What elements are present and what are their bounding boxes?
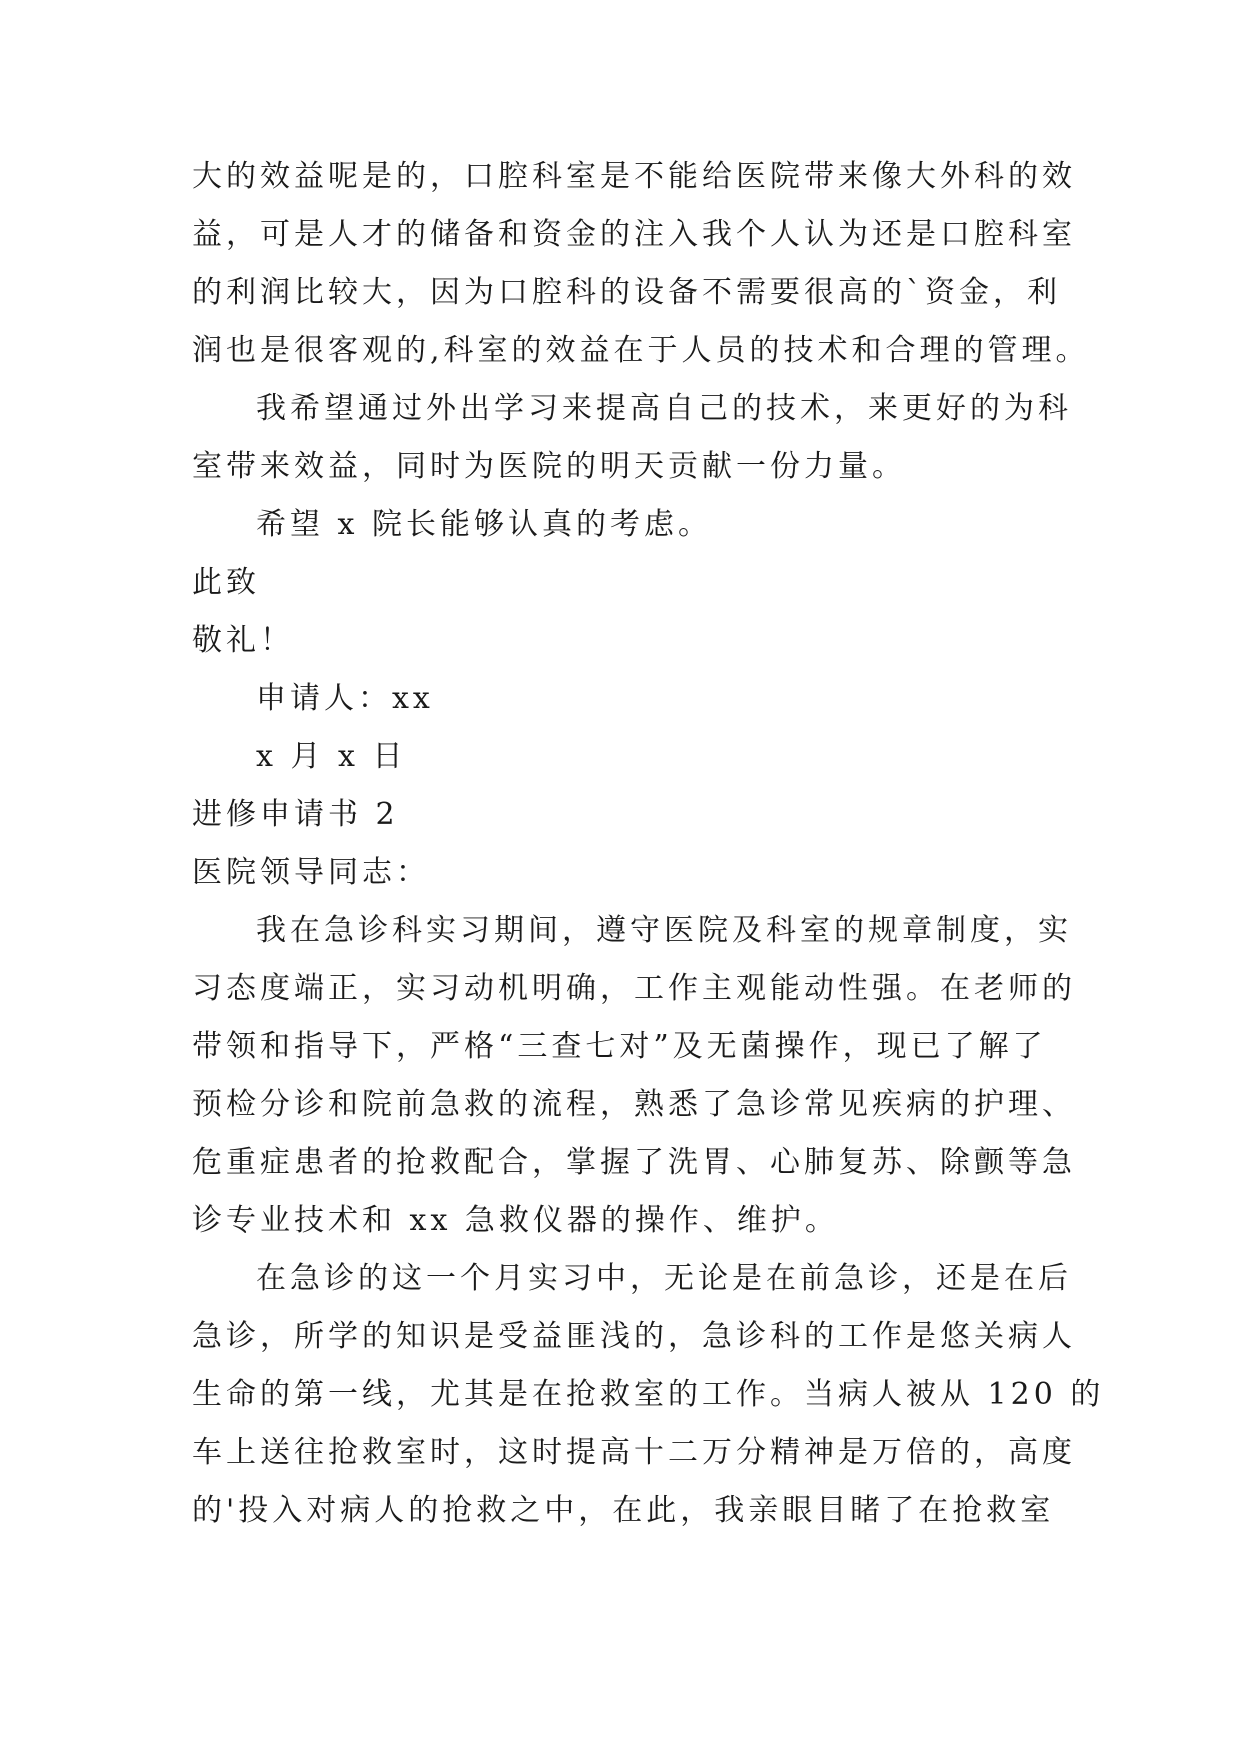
text-line: 在急诊的这一个月实习中，无论是在前急诊，还是在后 [256, 1261, 1072, 1296]
text-line: 带领和指导下，严格“三查七对”及无菌操作，现已了解了 [192, 1029, 1047, 1064]
text-line: 我在急诊科实习期间，遵守医院及科室的规章制度，实 [256, 913, 1072, 948]
text-line: 生命的第一线，尤其是在抢救室的工作。当病人被从 120 的 [192, 1377, 1105, 1412]
closing-respect: 敬礼！ [192, 623, 294, 658]
text-line: 预检分诊和院前急救的流程，熟悉了急诊常见疾病的护理、 [192, 1087, 1076, 1122]
salutation: 医院领导同志： [192, 855, 430, 890]
text-line: 我希望通过外出学习来提高自己的技术，来更好的为科 [256, 391, 1072, 426]
text-line: 的利润比较大，因为口腔科的设备不需要很高的`资金，利 [192, 275, 1061, 310]
section-title: 进修申请书 2 [192, 797, 399, 832]
applicant-signature: 申请人：xx [256, 681, 434, 716]
text-line: 习态度端正，实习动机明确，工作主观能动性强。在老师的 [192, 971, 1076, 1006]
text-line: 润也是很客观的,科室的效益在于人员的技术和合理的管理。 [192, 333, 1090, 368]
text-line: 急诊，所学的知识是受益匪浅的，急诊科的工作是悠关病人 [192, 1319, 1076, 1354]
closing-salutation: 此致 [192, 565, 260, 600]
text-line: 的'投入对病人的抢救之中，在此，我亲眼目睹了在抢救室 [192, 1493, 1055, 1528]
text-line: 希望 x 院长能够认真的考虑。 [256, 507, 712, 542]
text-line: 大的效益呢是的，口腔科室是不能给医院带来像大外科的效 [192, 159, 1076, 194]
text-line: 车上送往抢救室时，这时提高十二万分精神是万倍的，高度 [192, 1435, 1076, 1470]
text-line: 室带来效益，同时为医院的明天贡献一份力量。 [192, 449, 906, 484]
date-line: x 月 x 日 [256, 739, 407, 774]
text-line: 危重症患者的抢救配合，掌握了洗胃、心肺复苏、除颤等急 [192, 1145, 1076, 1180]
text-line: 益，可是人才的储备和资金的注入我个人认为还是口腔科室 [192, 217, 1076, 252]
text-line: 诊专业技术和 xx 急救仪器的操作、维护。 [192, 1203, 839, 1238]
